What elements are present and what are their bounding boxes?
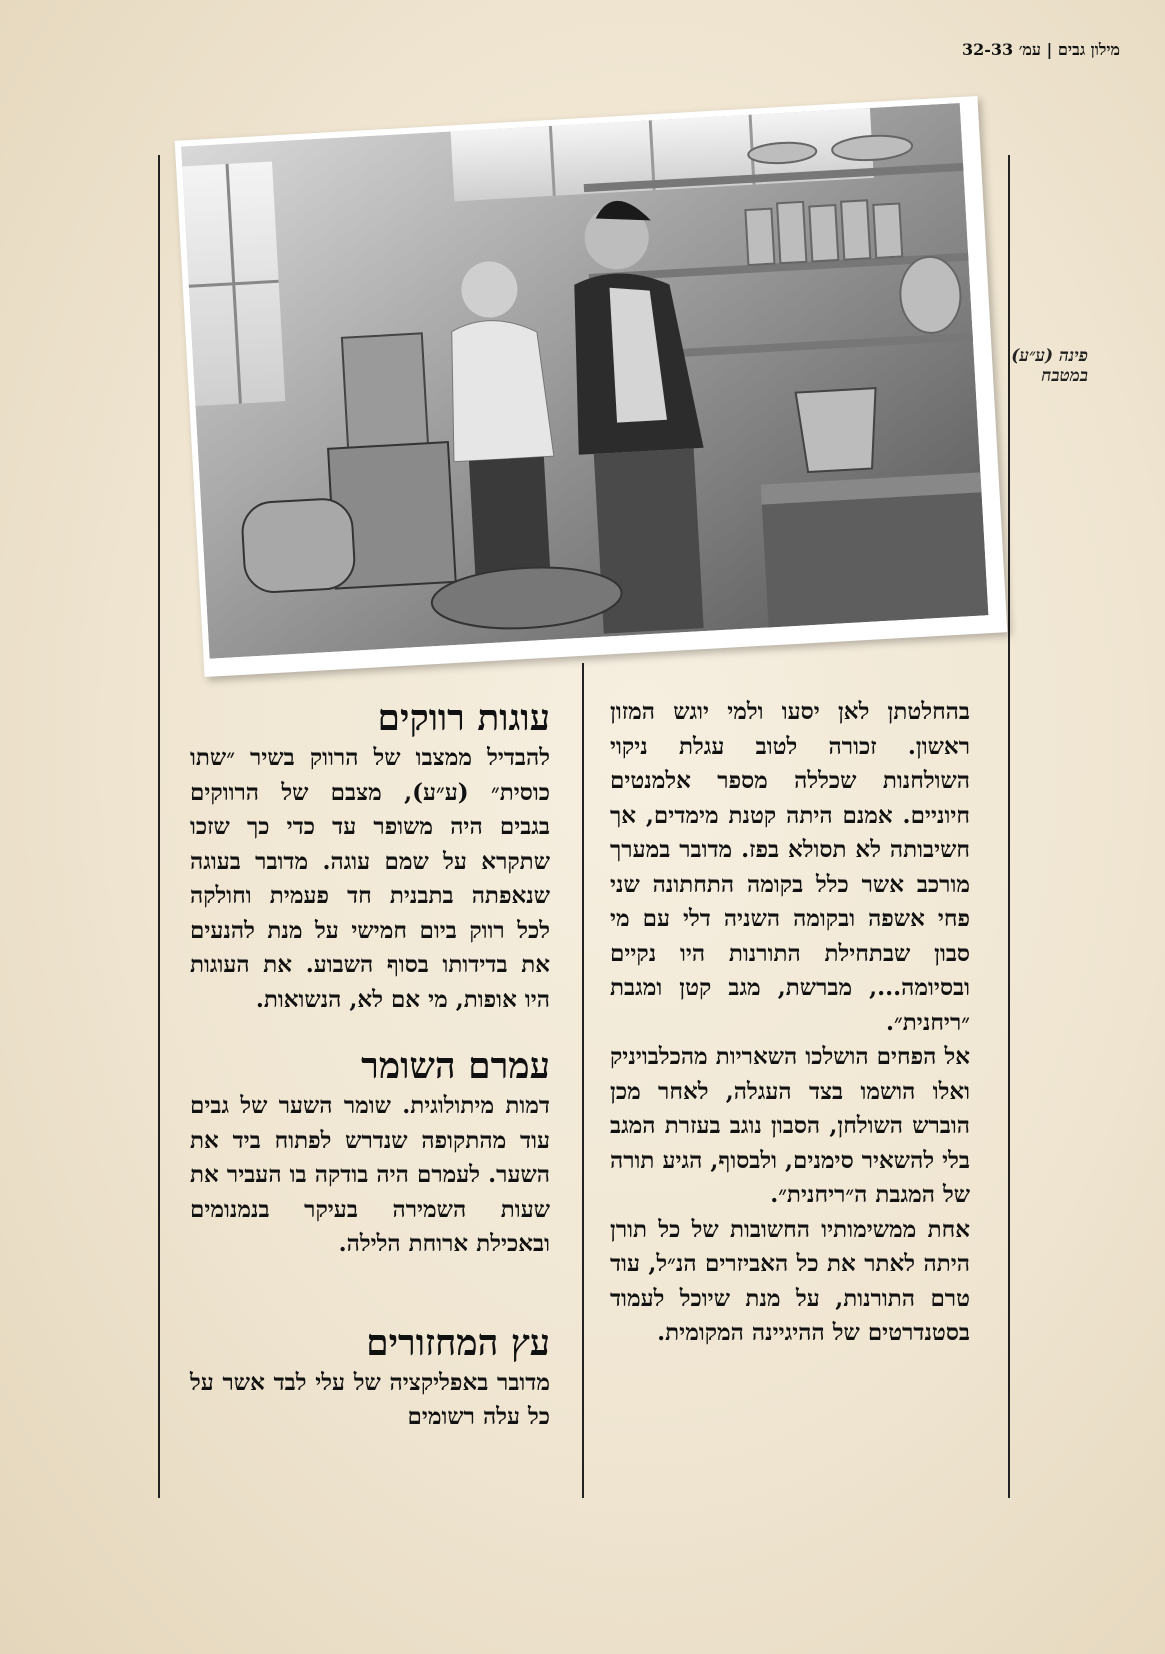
running-header: מילון גבים | עמ׳ 32-33	[961, 40, 1120, 59]
column-rule-outer-left	[158, 155, 160, 1498]
photo-caption: פינה (ע״ע) במטבח	[1011, 346, 1088, 386]
section-body: להבדיל ממצבו של הרווק בשיר ״שתו כוסית״ (ע״ע), מצבם של הרווקים בגבים היה משופר עד כדי כך שזכו שתקרא על שמם עוגה. מדובר בעוגה שנאפתה בתבנית חד פעמית וחולקה לכל רווק ביום חמישי על מנת להנעים את בדידותו בסוף השבוע. את העוגות היו אופות, מי אם לא, הנשואות.	[190, 744, 550, 1013]
section-title: עוגות רווקים	[377, 697, 550, 739]
column-left	[190, 695, 550, 1435]
kitchen-photo	[175, 96, 1008, 677]
kitchen-photo-image	[181, 103, 988, 659]
paragraph: אל הפחים הושלכו השאריות מהכלבויניק ואלו הושמו בצד העגלה, לאחר מכן הוברש השולחן, הסבון נוגב בעזרת המגב בלי להשאיר סימנים, ולבסוף, הגיע תורה של המגבת ה״ריחנית״.	[610, 1043, 970, 1208]
column-rule-center	[582, 663, 584, 1498]
column-right	[610, 695, 970, 1351]
section-title: עץ המחזורים	[366, 1321, 550, 1364]
paragraph: בהחלטתן לאן יסעו ולמי יוגש המזון ראשון. זכורה לטוב עגלת ניקוי השולחנות שכללה מספר אלמנטים חיוניים. אמנם היתה קטנת מימדים, אך חשיבותה לא תסולא בפז. מדובר במערך מורכב אשר כלל בקומה התחתונה שני פחי אשפה ובקומה השניה דלי עם מי סבון שבתחילת התורנות היו נקיים ובסיומה..., מברשת, מגב קטן ומגבת ״ריחנית״.	[610, 698, 970, 1036]
section-body: דמות מיתולוגית. שומר השער של גבים עוד מהתקופה שנדרש לפתוח ביד את השער. לעמרם היה בודקה בו העביר את שעות השמירה בעיקר בנמנומים ובאכילת ארוחת הלילה.	[190, 1092, 550, 1257]
section-title: עמרם השומר	[361, 1045, 550, 1087]
section-body: מדובר באפליקציה של עלי לבד אשר על כל עלה רשומים	[190, 1368, 550, 1430]
paragraph: אחת ממשימותיו החשובות של כל תורן היתה לאתר את כל האביזרים הנ״ל, עוד טרם התורנות, על מנת שיוכל לעמוד בסטנדרטים של ההיגיינה המקומית.	[610, 1215, 970, 1346]
